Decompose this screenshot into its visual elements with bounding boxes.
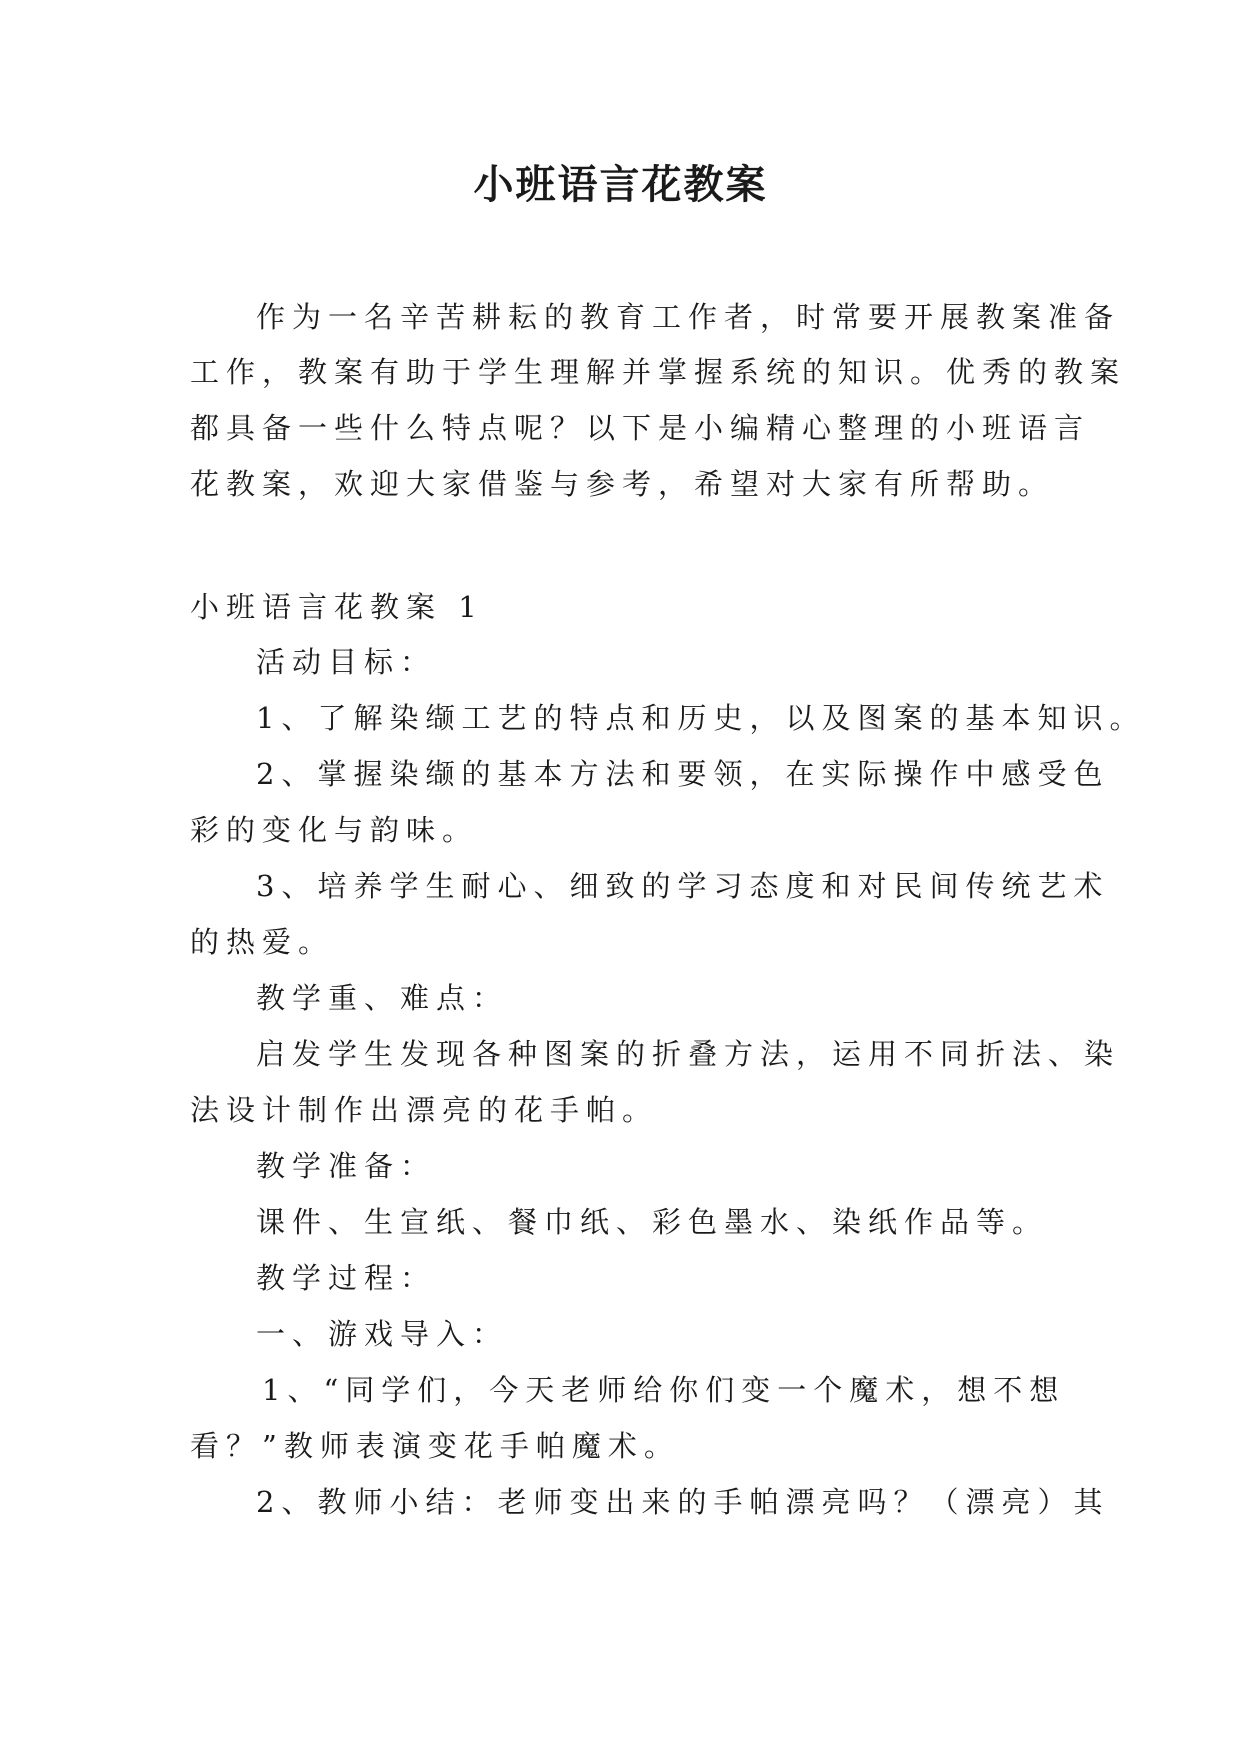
paragraph-line: 3、培养学生耐心、细致的学习态度和对民间传统艺术 xyxy=(256,869,1110,903)
intro-line: 作为一名辛苦耕耘的教育工作者，时常要开展教案准备 xyxy=(256,300,1121,334)
paragraph-line: 一、游戏导入： xyxy=(256,1317,509,1351)
paragraph-line: 教学准备： xyxy=(256,1149,437,1183)
paragraph-line: 课件、生宣纸、餐巾纸、彩色墨水、染纸作品等。 xyxy=(256,1205,1049,1239)
paragraph-line: 的热爱。 xyxy=(190,925,335,959)
paragraph-line: 活动目标： xyxy=(256,645,437,679)
paragraph-line: 教学重、难点： xyxy=(256,981,509,1015)
paragraph-line: 1、了解染缬工艺的特点和历史，以及图案的基本知识。 xyxy=(256,701,1146,735)
intro-line: 都具备一些什么特点呢？以下是小编精心整理的小班语言 xyxy=(190,411,1091,445)
intro-line: 花教案，欢迎大家借鉴与参考，希望对大家有所帮助。 xyxy=(190,467,1055,501)
paragraph-line: 法设计制作出漂亮的花手帕。 xyxy=(190,1093,659,1127)
paragraph-line: 2、掌握染缬的基本方法和要领，在实际操作中感受色 xyxy=(256,757,1110,791)
document-title: 小班语言花教案 xyxy=(473,161,768,208)
paragraph-line: 彩的变化与韵味。 xyxy=(190,813,479,847)
intro-line: 工作，教案有助于学生理解并掌握系统的知识。优秀的教案 xyxy=(190,355,1127,389)
section-heading: 小班语言花教案 1 xyxy=(190,590,484,624)
paragraph-line: 1、“同学们，今天老师给你们变一个魔术，想不想 xyxy=(262,1373,1066,1407)
paragraph-line: 教学过程： xyxy=(256,1261,437,1295)
paragraph-line: 2、教师小结：老师变出来的手帕漂亮吗？（漂亮）其 xyxy=(256,1485,1110,1519)
paragraph-line: 看？”教师表演变花手帕魔术。 xyxy=(190,1429,680,1463)
paragraph-line: 启发学生发现各种图案的折叠方法，运用不同折法、染 xyxy=(256,1037,1121,1071)
